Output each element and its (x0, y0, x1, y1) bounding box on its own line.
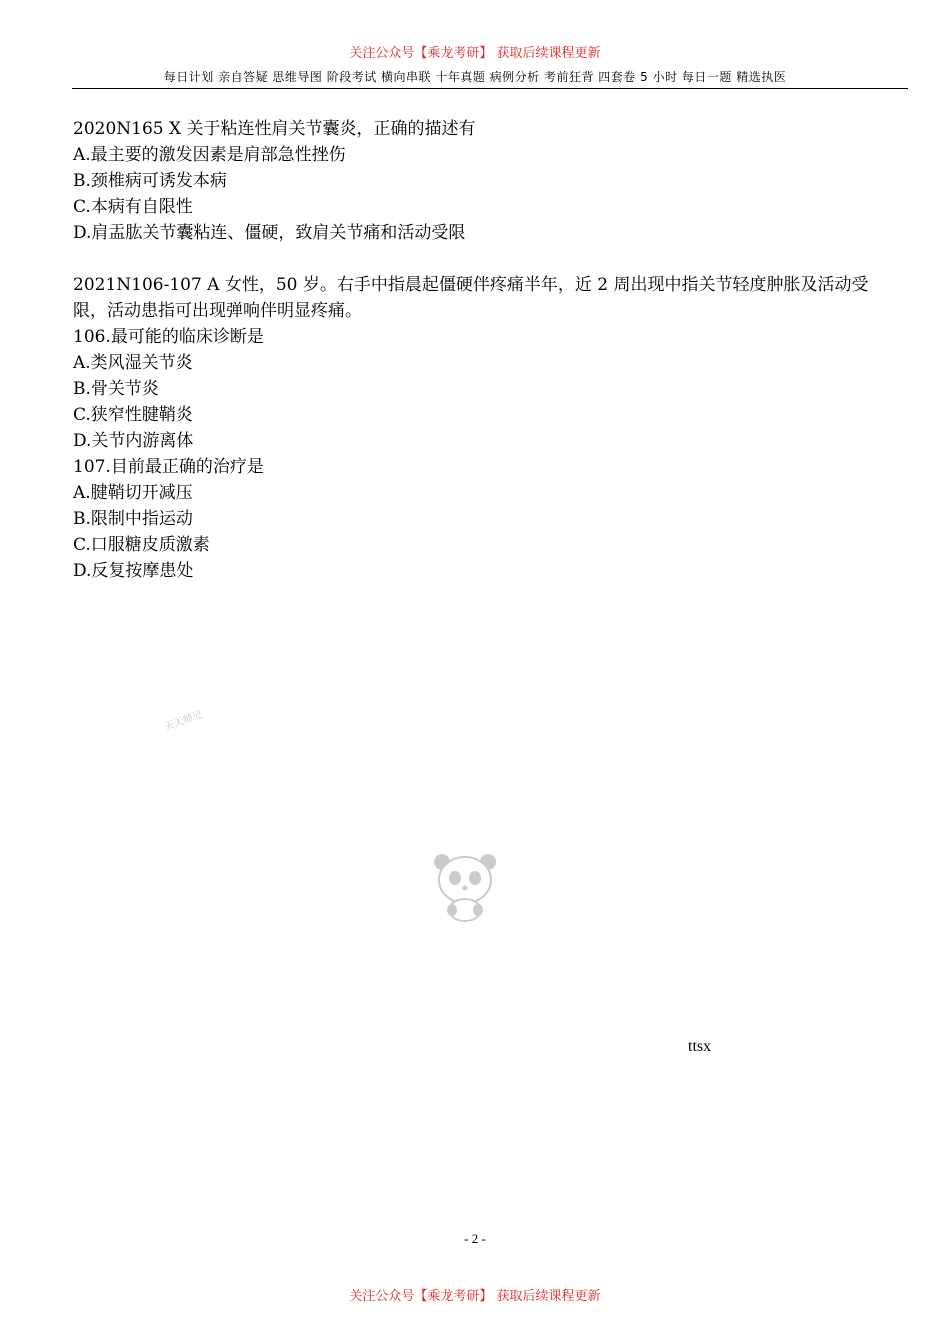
option-b: B.颈椎病可诱发本病 (73, 171, 227, 191)
option-d: D.关节内游离体 (73, 431, 194, 451)
option-b: B.骨关节炎 (73, 379, 159, 399)
header-nav-strip: 每日计划 亲自答疑 思维导图 阶段考试 横向串联 十年真题 病例分析 考前狂背 四套卷 5 小时 每日一题 精选执医 (163, 70, 787, 84)
option-d: D.反复按摩患处 (73, 561, 194, 581)
option-b: B.限制中指运动 (73, 509, 193, 529)
option-d: D.肩盂肱关节囊粘连、僵硬，致肩关节痛和活动受限 (73, 223, 466, 243)
question-stem: 2020N165 X 关于粘连性肩关节囊炎，正确的描述有 (73, 119, 476, 139)
question-content (73, 116, 895, 584)
option-a: A.最主要的激发因素是肩部急性挫伤 (73, 145, 346, 165)
spacer (73, 246, 895, 272)
header-divider (72, 88, 908, 89)
ttsx-mark: ttsx (688, 1038, 712, 1055)
case-stem: 2021N106-107 A 女性，50 岁。右手中指晨起僵硬伴疼痛半年，近 2 周出现中指关节轻度肿胀及活动受限，活动患指可出现弹响伴明显疼痛。 (73, 275, 869, 321)
question-2020n165 (73, 116, 895, 246)
page-number: - 2 - (464, 1231, 486, 1246)
question-2021n106-107 (73, 272, 895, 584)
option-c: C.本病有自限性 (73, 197, 193, 217)
option-a: A.类风湿关节炎 (73, 353, 193, 373)
option-c: C.狭窄性腱鞘炎 (73, 405, 193, 425)
subquestion-106: 106.最可能的临床诊断是 (73, 327, 264, 347)
option-a: A.腱鞘切开减压 (73, 483, 193, 503)
watermark-text: 天天师兄 (163, 709, 205, 734)
subquestion-107: 107.目前最正确的治疗是 (73, 457, 264, 477)
footer-banner: 关注公众号【乘龙考研】 获取后续课程更新 (349, 1289, 601, 1304)
header-banner: 关注公众号【乘龙考研】 获取后续课程更新 (349, 46, 601, 61)
panda-watermark-icon (428, 850, 502, 922)
option-c: C.口服糖皮质激素 (73, 535, 210, 555)
